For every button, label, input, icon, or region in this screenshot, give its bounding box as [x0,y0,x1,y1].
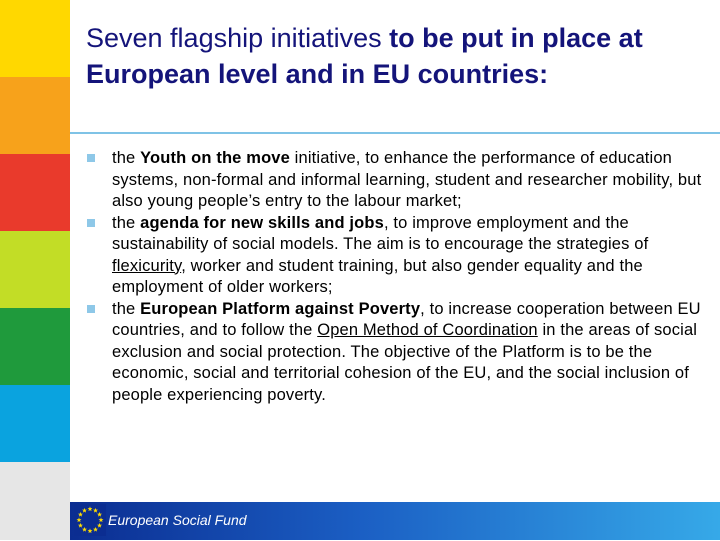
stripe-red [0,154,70,231]
bullet-square-icon [87,305,95,313]
title-divider [70,132,720,134]
flag-star-icon [93,508,98,513]
footer-bar [70,502,720,540]
list-item [86,299,714,407]
color-stripe-sidebar [0,0,70,540]
flag-star-icon [88,528,93,533]
flag-star-icon [78,523,83,528]
initiative-name: European Platform against Poverty [140,299,421,318]
bullet-text: the [112,213,141,232]
bullet-text: , to improve employment and the sustainability of social models. The aim is to encourage the strategies of [112,213,649,253]
title-part-bold: to be put in place at European level and in EU countries: [86,23,643,89]
flag-star-icon [97,523,102,528]
eu-flag-icon [74,504,106,536]
title-part-regular: Seven flagship initiatives [86,23,390,53]
flag-star-icon [88,506,93,511]
flag-star-icon [93,527,98,532]
bullet-square-icon [87,154,95,162]
list-item [86,213,714,299]
bullet-text: the [112,299,141,318]
flag-star-icon [97,512,102,517]
stripe-green [0,308,70,385]
footer-label: European Social Fund [108,512,247,528]
initiatives-list [86,148,714,406]
initiative-name: Youth on the move [140,149,290,167]
stripe-lime [0,231,70,308]
flag-star-icon [77,517,82,522]
flag-star-icon [82,527,87,532]
list-item [86,148,714,213]
bullet-text: , worker and student training, but also gender equality and the employment of older workers; [112,256,643,296]
stripe-blue [0,385,70,462]
flexicurity-link[interactable]: flexicurity [112,256,182,275]
bullet-text: in the areas of social exclusion and social protection. The objective of the Platform is to be the economic, social and territorial cohesion of the EU, and the social inclusion of people experiencing poverty. [112,321,698,404]
bullet-text: initiative, to enhance the performance of education systems, non-formal and informal learning, student and researcher mobility, but also young people’s entry to the labour market; [112,149,702,210]
open-method-link[interactable]: Open Method of Coordination [317,321,538,339]
flag-star-icon [82,508,87,513]
flag-star-icon [78,512,83,517]
slide-title [86,20,716,92]
initiative-name: agenda for new skills and jobs [140,213,384,232]
bullet-square-icon [87,219,95,227]
stripe-orange [0,77,70,154]
flag-star-icon [99,517,104,522]
bullet-text: , to increase cooperation between EU countries, and to follow the [112,299,701,339]
stripe-yellow [0,0,70,77]
bullet-text: the [112,149,141,167]
stripe-grey [0,462,70,540]
